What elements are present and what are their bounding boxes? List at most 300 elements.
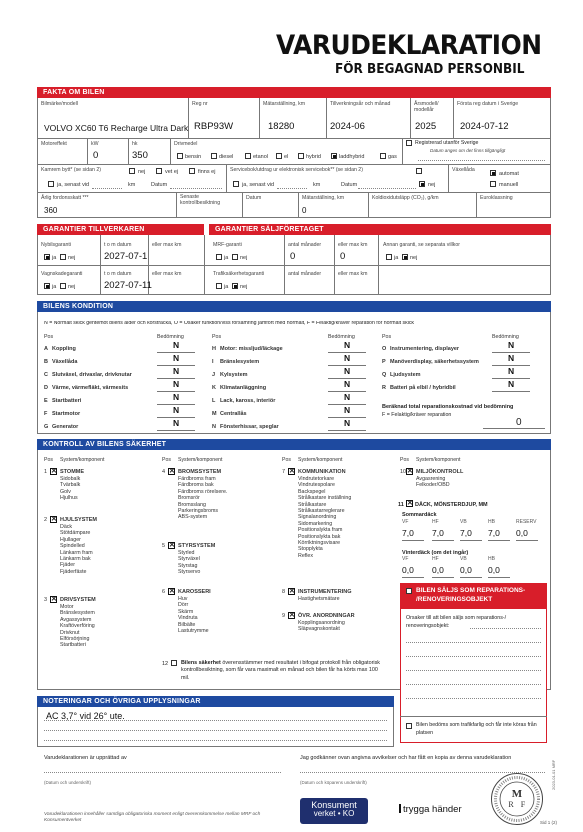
tire-section-number: 11 — [398, 502, 404, 508]
safety-group-9-title: ÖVR. ANORDNINGAR — [298, 613, 355, 619]
condition-label-H: Motor: missljud/läckage — [220, 346, 283, 352]
fuel-bensin-label: bensin — [185, 154, 202, 160]
condition-pos-L: L — [212, 398, 216, 404]
damage-max-km-label: eller max km — [152, 271, 182, 277]
mrf-yes-checkbox[interactable] — [216, 254, 222, 260]
section-notes-header: NOTERINGAR OCH ÖVRIGA UPPLYSNINGAR — [37, 696, 394, 707]
condition-value-N[interactable]: N — [344, 418, 351, 428]
safety-item: Signalanordning — [298, 514, 337, 521]
konsumentverket-logo-line1: Konsument — [311, 800, 357, 810]
tire-line — [402, 577, 424, 578]
fuel-diesel-label: diesel — [219, 154, 234, 160]
new-car-to-date-label: t o m datum — [104, 242, 132, 248]
condition-pos-M: M — [212, 411, 217, 417]
repair-object-title: BILEN SÄLJS SOM REPARATIONS- /RENOVERINGSOBJEKT — [416, 587, 526, 603]
condition-label-A: Koppling — [52, 346, 76, 352]
belt-no-label: nej — [138, 169, 146, 175]
other-yes-checkbox[interactable] — [386, 254, 392, 260]
condition-pos-J: J — [212, 372, 216, 378]
condition-value-R[interactable]: N — [508, 379, 515, 389]
safety-item: Positionslykta fram — [298, 527, 343, 534]
tire-line — [488, 540, 510, 541]
unsafe-label: Bilen bedöms som trafikfarlig och får inte köras från platsen — [416, 722, 537, 736]
safety-group-2-number: 2 — [44, 517, 48, 523]
konsumentverket-logo-line2: verket • KO — [313, 809, 355, 819]
safety-item: Huv — [178, 596, 188, 602]
other-no-checkbox[interactable] — [402, 254, 408, 260]
safety-group-12-number: 12 — [162, 661, 169, 667]
traffic-warranty-label: Trafiksäkerhetsgaranti — [213, 271, 265, 277]
condition-value-K[interactable]: N — [344, 379, 351, 389]
safety-group-12-text — [181, 660, 386, 682]
fuel-hybrid-checkbox[interactable] — [298, 153, 304, 159]
safety-item: Hastighetsmätare — [298, 596, 340, 602]
tire-line — [432, 577, 454, 578]
automat-label: automat — [499, 171, 519, 177]
service-no2-checkbox[interactable] — [419, 181, 425, 187]
safety-item: Avgasrening — [416, 476, 446, 482]
safety-item: ABS-system — [178, 514, 208, 521]
new-car-date-value[interactable]: 2027-07-1 — [104, 251, 148, 262]
fuel-laddhybrid-label: laddhybrid — [339, 154, 365, 160]
safety-group-7-checkbox[interactable]: ✕ — [289, 468, 295, 475]
service-no-checkbox[interactable] — [416, 168, 422, 174]
condition-value-O[interactable]: N — [508, 340, 515, 350]
manual-label: manuell — [499, 182, 519, 188]
condition-label-P: Manöverdisplay, säkerhetssystem — [390, 359, 479, 365]
safety-item: Styrservo — [178, 569, 201, 576]
safety-group-12-body: överensstämmer med resultatet i bifogat protokoll från obligatorisk kontrollbesiktning, som får vara maximalt en månad och bilen får ha körts max 100 mil. — [181, 660, 380, 681]
condition-value-Q[interactable]: N — [508, 366, 515, 376]
condition-value-B[interactable]: N — [173, 353, 180, 363]
new-car-warranty-label: Nybilsgaranti — [41, 242, 71, 248]
trygga-hander-text: trygga händer — [403, 804, 462, 815]
fuel-laddhybrid-checkbox[interactable] — [331, 153, 337, 159]
belt-missing-label: finns ej — [198, 169, 216, 175]
other-warranty-label: Annan garanti, se separata villkor — [383, 242, 460, 248]
manual-checkbox[interactable] — [490, 181, 496, 187]
new-car-yes-label: ja — [52, 255, 57, 261]
winter-tire-col: HB — [488, 556, 495, 562]
traffic-max-km-label: eller max km — [338, 271, 368, 277]
euro-label: Euroklassning — [480, 195, 513, 201]
svg-text:R: R — [508, 800, 514, 809]
service-yes-checkbox[interactable] — [233, 181, 239, 187]
safety-item: Drivknut — [60, 629, 80, 636]
safety-pos-header: Pos — [162, 457, 171, 463]
winter-tire-col: HF — [432, 556, 439, 562]
new-car-max-km-label: eller max km — [152, 242, 182, 248]
section-safety-header: KONTROLL AV BILENS SÄKERHET — [37, 439, 551, 450]
traffic-no-checkbox[interactable] — [232, 283, 238, 289]
section-warranty-seller-header: GARANTIER TILLVERKAREN — [37, 224, 204, 235]
safety-item: Positionslykta bak — [298, 533, 341, 540]
tire-col-hf: HF — [432, 519, 439, 525]
model-year-label: Årsmodell/ modellår — [414, 101, 439, 113]
safety-item: Parkeringsbroms — [178, 508, 219, 514]
traffic-yes-label: ja — [224, 284, 229, 290]
safety-item: Strålkastare inställning — [298, 495, 352, 502]
svg-text:M: M — [511, 788, 523, 800]
mrf-max-km-label: eller max km — [338, 242, 368, 248]
mrf-no-label: nej — [240, 255, 248, 261]
summer-tire-hb[interactable]: 7,0 — [488, 528, 500, 538]
safety-item: Länkarm bak — [60, 556, 91, 562]
condition-value-C[interactable]: N — [173, 366, 180, 376]
tire-section-title: DÄCK, MÖNSTERDJUP, MM — [415, 502, 488, 508]
safety-item: Vindrutespolare — [298, 482, 336, 489]
tire-checkbox[interactable]: ✕ — [407, 500, 413, 507]
service-no-label: nej — [428, 182, 436, 188]
safety-item: Styrstag — [178, 562, 198, 569]
condition-value-F[interactable]: N — [173, 405, 180, 415]
condition-rating-header: Bedömning — [328, 334, 355, 340]
condition-label-G: Generator — [52, 424, 79, 430]
konsumentverket-logo — [300, 798, 368, 824]
condition-label-D: Värme, värmefläkt, värmesits — [52, 385, 129, 391]
hk-value[interactable]: 350 — [132, 150, 148, 161]
safety-group-3-checkbox[interactable]: ✕ — [51, 596, 57, 603]
tire-line — [460, 540, 482, 541]
safety-item: Startbatteri — [60, 642, 86, 649]
safety-item: Kopplingsanordning — [298, 620, 345, 626]
gearbox-label: Växellåda — [452, 167, 475, 173]
belt-label: Kamrem bytt* (se sidan 2) — [41, 167, 101, 173]
safety-item: Vindruta — [178, 615, 198, 622]
safety-item: Styrled — [178, 550, 195, 556]
belt-unknown-label: vet ej — [165, 169, 179, 175]
model-label: Bilmärke/modell — [41, 101, 78, 107]
page-title: VARUDEKLARATION — [276, 30, 542, 61]
safety-pos-header: Pos — [282, 457, 291, 463]
safety-group-7-title: KOMMUNIKATION — [298, 469, 346, 475]
condition-value-M[interactable]: N — [344, 405, 351, 415]
condition-pos-C: C — [44, 372, 48, 378]
safety-group-8-checkbox[interactable]: ✕ — [289, 588, 295, 595]
condition-value-E[interactable]: N — [173, 392, 180, 402]
damage-to-date-label: t o m datum — [104, 271, 132, 277]
safety-item: Fjäderfäste — [60, 568, 87, 575]
safety-group-6-number: 6 — [162, 589, 166, 595]
safety-group-10-checkbox[interactable]: ✕ — [407, 468, 413, 475]
safety-item: Sidomarkering — [298, 520, 333, 527]
condition-line — [157, 430, 195, 431]
safety-item: Fjäder — [60, 562, 76, 569]
fuel-el-label: el — [284, 154, 289, 160]
page-subtitle: FÖR BEGAGNAD PERSONBIL — [335, 62, 525, 77]
repair-object-checkbox[interactable] — [406, 588, 412, 594]
reg-abroad-label: Registrerad utanför Sverige — [415, 140, 479, 146]
fuel-gas-label: gas — [388, 154, 397, 160]
mrf-no-checkbox[interactable] — [232, 254, 238, 260]
safety-pos-header: Pos — [400, 457, 409, 463]
summer-tires-label: Sommardäck — [402, 512, 437, 518]
new-car-no-checkbox[interactable] — [60, 254, 66, 260]
damage-warranty-label: Vagnskadegaranti — [41, 271, 83, 277]
belt-missing-checkbox[interactable] — [189, 168, 195, 174]
condition-value-G[interactable]: N — [173, 418, 180, 428]
repair-cost-sub: F = Felaktig/kräver reparation — [382, 412, 452, 418]
first-reg-value[interactable]: 2024-07-12 — [460, 121, 509, 132]
safety-group-3-title: DRIVSYSTEM — [60, 597, 96, 603]
safety-item: Bromsrör — [178, 495, 200, 502]
safety-item: Felkoder/OBD — [416, 482, 450, 489]
winter-tire-vf[interactable]: 0,0 — [402, 565, 414, 575]
safety-item: Däck — [60, 524, 73, 530]
trygga-hander-logo — [399, 804, 462, 816]
condition-line — [328, 430, 366, 431]
safety-group-10-title: MILJÖKONTROLL — [416, 469, 464, 475]
winter-tire-hf[interactable]: 0,0 — [432, 565, 444, 575]
condition-pos-F: F — [44, 411, 48, 417]
condition-pos-B: B — [44, 359, 48, 365]
mileage-label: Mätarställning, km — [263, 101, 306, 107]
regnr-label: Reg nr — [192, 101, 208, 107]
safety-item: Dörr — [178, 602, 189, 609]
traffic-months-label: antal månader — [288, 271, 322, 277]
inspection-date-label: Datum — [246, 195, 262, 201]
condition-label-N: Fönsterhissar, speglar — [220, 424, 279, 430]
condition-pos-H: H — [212, 346, 216, 352]
reg-abroad-note: Datum anges om det finns tillgängligt — [430, 148, 506, 153]
seller-signature-sub: (Datum och underskrift) — [44, 780, 92, 785]
condition-pos-E: E — [44, 398, 48, 404]
mrf-seal-icon — [490, 772, 544, 826]
condition-label-F: Startmotor — [52, 411, 81, 417]
safety-item: Bromsslang — [178, 501, 206, 508]
mrf-months-label: antal månader — [288, 242, 322, 248]
condition-label-B: Växellåda — [52, 359, 78, 365]
safety-group-6-title: KAROSSERI — [178, 589, 211, 595]
svg-text:F: F — [520, 800, 526, 809]
reg-abroad-checkbox[interactable] — [406, 140, 412, 146]
safety-group-5-checkbox[interactable]: ✕ — [169, 542, 175, 549]
safety-group-1-number: 1 — [44, 469, 48, 475]
belt-date-label: Datum — [151, 182, 168, 188]
safety-item: Elförsörjning — [60, 636, 90, 642]
traffic-yes-checkbox[interactable] — [216, 283, 222, 289]
fuel-el-checkbox[interactable] — [276, 153, 282, 159]
fuel-diesel-checkbox[interactable] — [211, 153, 217, 159]
condition-value-L[interactable]: N — [344, 392, 351, 402]
condition-value-J[interactable]: N — [344, 366, 351, 376]
condition-pos-G: G — [44, 424, 49, 430]
condition-pos-header: Pos — [212, 334, 222, 340]
condition-label-E: Startbatteri — [52, 398, 82, 404]
trygga-bar-icon — [399, 804, 401, 813]
traffic-no-label: nej — [240, 284, 248, 290]
condition-pos-A: A — [44, 346, 48, 352]
new-car-no-label: nej — [68, 255, 76, 261]
safety-item: Spindelled — [60, 543, 85, 550]
service-date-label: Datum — [341, 182, 358, 188]
winter-tire-col: VB — [460, 556, 467, 562]
new-car-yes-checkbox[interactable] — [44, 254, 50, 260]
fuel-etanol-label: etanol — [253, 154, 268, 160]
damage-yes-label: ja — [52, 284, 57, 290]
condition-pos-N: N — [212, 424, 216, 430]
form-code: 2023-01-01 MRF — [551, 759, 556, 790]
condition-value-P[interactable]: N — [508, 353, 515, 363]
condition-label-L: Lack, kaross, interiör — [220, 398, 276, 404]
repair-cost-value[interactable]: 0 — [516, 417, 522, 428]
condition-pos-D: D — [44, 385, 48, 391]
condition-value-A[interactable]: N — [173, 340, 180, 350]
safety-group-2-title: HJULSYSTEM — [60, 517, 97, 523]
safety-sys-header: System/komponent — [178, 457, 223, 463]
service-km-label: km — [313, 182, 321, 188]
winter-tire-vb[interactable]: 0,0 — [460, 565, 472, 575]
safety-item: Hjullager — [60, 536, 81, 543]
belt-km-label: km — [128, 182, 136, 188]
safety-group-4-title: BROMSSYSTEM — [178, 469, 222, 475]
safety-item: Bilbälte — [178, 621, 196, 628]
mrf-warranty-label: MRF-garanti — [213, 242, 242, 248]
condition-label-O: Instrumentering, displayer — [390, 346, 460, 352]
buyer-signature-title: Jag godkänner ovan angivna avvikelser och har fått en kopia av denna varudeklaration — [300, 755, 512, 761]
condition-label-R: Batteri på elbil / hybridbil — [390, 385, 456, 391]
manufactured-label: Tillverkningsår och månad — [330, 101, 391, 107]
safety-item: Styrväxel — [178, 556, 200, 563]
safety-group-9-checkbox[interactable]: ✕ — [289, 612, 295, 619]
safety-group-8-number: 8 — [282, 589, 286, 595]
condition-pos-P: P — [382, 359, 386, 365]
fuel-label: Drivmedel — [174, 141, 198, 147]
safety-item: Tvärbalk — [60, 482, 81, 489]
notes-text[interactable]: AC 3,7° vid 26° ute. — [46, 711, 125, 721]
safety-group-9-number: 9 — [282, 613, 286, 619]
fuel-etanol-checkbox[interactable] — [245, 153, 251, 159]
condition-label-J: Kylsystem — [220, 372, 248, 378]
belt-no-checkbox[interactable] — [129, 168, 135, 174]
damage-no-label: nej — [68, 284, 76, 290]
inspection-mileage-label: Mätarställning, km — [302, 195, 345, 201]
safety-item: Släpvagnskontakt — [298, 626, 340, 633]
section-condition-header: BILENS KONDITION — [37, 301, 551, 312]
safety-item: Färdbroms rörelsere. — [178, 488, 228, 495]
safety-group-1-title: STOMME — [60, 469, 85, 475]
condition-pos-R: R — [382, 385, 386, 391]
condition-rating-header: Bedömning — [492, 334, 519, 340]
section-warranty-company-header: GARANTIER SÄLJFÖRETAGET — [209, 224, 551, 235]
tire-line — [460, 577, 482, 578]
safety-group-12-bold: Bilens säkerhet — [181, 660, 221, 666]
safety-group-6-checkbox[interactable]: ✕ — [169, 588, 175, 595]
section-facts-header: FAKTA OM BILEN — [37, 87, 551, 98]
repair-reasons-label: Orsaker till att bilen säljs som reparations-/ renoveringsobjekt: — [406, 615, 507, 630]
summer-tire-hf[interactable]: 7,0 — [432, 528, 444, 538]
condition-pos-K: K — [212, 385, 216, 391]
safety-item: Bränslesystem — [60, 610, 95, 617]
seller-signature-title: Varudeklarationen är upprättad av — [44, 755, 127, 761]
safety-group-2-checkbox[interactable]: ✕ — [51, 516, 57, 523]
condition-label-Q: Ljudsystem — [390, 372, 421, 378]
summer-tire-reserv[interactable]: 0,0 — [516, 528, 528, 538]
regnr-value[interactable]: RBP93W — [194, 121, 234, 132]
summer-tire-vb[interactable]: 7,0 — [460, 528, 472, 538]
summer-tire-vf[interactable]: 7,0 — [402, 528, 414, 538]
fuel-hybrid-label: hybrid — [306, 154, 321, 160]
repair-cost-label: Beräknad total reparationskostnad vid bedömning — [382, 404, 514, 410]
tire-col-hb: HB — [488, 519, 495, 525]
kw-value[interactable]: 0 — [93, 150, 99, 161]
mrf-months-value[interactable]: 0 — [290, 251, 296, 262]
safety-item: Strålkastare — [298, 501, 327, 508]
condition-value-D[interactable]: N — [173, 379, 180, 389]
tire-col-vf: VF — [402, 519, 409, 525]
condition-legend: N = Normalt skick gentemot bilens ålder och körsträcka, O = Osäker funktion/viss försämring jämfört med normalt, F = Felaktig/kräver reparation för normalt skick — [44, 321, 415, 326]
safety-group-7-number: 7 — [282, 469, 286, 475]
condition-value-I[interactable]: N — [344, 353, 351, 363]
safety-group-8-title: INSTRUMENTERING — [298, 589, 352, 595]
safety-group-10-number: 10 — [400, 469, 407, 475]
unsafe-checkbox[interactable] — [406, 723, 412, 729]
inspection-mileage-value[interactable]: 0 — [302, 206, 307, 215]
model-value[interactable]: VOLVO XC60 T6 Recharge Ultra Dark — [44, 123, 189, 133]
tire-line — [488, 577, 510, 578]
winter-tire-col: VF — [402, 556, 409, 562]
condition-pos-header: Pos — [382, 334, 392, 340]
damage-yes-checkbox[interactable] — [44, 283, 50, 289]
safety-item: Reflex — [298, 552, 314, 559]
winter-tire-hb[interactable]: 0,0 — [488, 565, 500, 575]
condition-label-M: Centrallås — [220, 411, 247, 417]
annual-tax-value[interactable]: 360 — [44, 206, 58, 215]
safety-item: Stopplykta — [298, 546, 323, 553]
fuel-bensin-checkbox[interactable] — [177, 153, 183, 159]
condition-label-I: Bränslesystem — [220, 359, 260, 365]
safety-group-1-checkbox[interactable]: ✕ — [51, 468, 57, 475]
safety-sys-header: System/komponent — [416, 457, 461, 463]
damage-no-checkbox[interactable] — [60, 283, 66, 289]
safety-sys-header: System/komponent — [60, 457, 105, 463]
safety-group-4-checkbox[interactable]: ✕ — [169, 468, 175, 475]
facts-box — [37, 98, 551, 218]
automat-checkbox[interactable] — [490, 170, 496, 176]
condition-label-C: Slutväxel, drivaxlar, drivknutar — [52, 372, 132, 378]
safety-pos-header: Pos — [44, 457, 53, 463]
safety-sys-header: System/komponent — [298, 457, 343, 463]
fuel-gas-checkbox[interactable] — [380, 153, 386, 159]
belt-yes-checkbox[interactable] — [48, 181, 54, 187]
manufactured-value[interactable]: 2024-06 — [330, 121, 365, 132]
safety-item: Avgassystem — [60, 616, 92, 623]
winter-tires-label: Vinterdäck (om det ingår) — [402, 550, 469, 556]
safety-item: Hjulhus — [60, 495, 78, 502]
tire-col-reserv: RESERV — [516, 519, 537, 525]
safety-item: Lastutrymme — [178, 628, 209, 634]
service-yes-hint: ja, senast vid — [242, 182, 275, 188]
power-label: Motoreffekt — [41, 141, 67, 147]
damage-date-value[interactable]: 2027-07-11 — [104, 280, 152, 291]
safety-item: Färdbroms fram — [178, 476, 216, 482]
condition-value-H[interactable]: N — [344, 340, 351, 350]
tire-line — [402, 540, 424, 541]
safety-item: Vindrutetorkare — [298, 476, 335, 482]
co2-label: Koldioxidutsläpp (CO₂), g/km — [372, 195, 439, 201]
mileage-value[interactable]: 18280 — [268, 121, 295, 132]
safety-group-4-number: 4 — [162, 469, 166, 475]
other-yes-label: ja — [394, 255, 399, 261]
belt-unknown-checkbox[interactable] — [156, 168, 162, 174]
safety-group-12-checkbox[interactable] — [171, 660, 177, 666]
tire-line — [432, 540, 454, 541]
mrf-km-value[interactable]: 0 — [340, 251, 346, 262]
condition-line — [492, 391, 530, 392]
condition-pos-Q: Q — [382, 372, 387, 378]
model-year-value[interactable]: 2025 — [415, 121, 437, 132]
kw-label: kW — [91, 141, 99, 147]
